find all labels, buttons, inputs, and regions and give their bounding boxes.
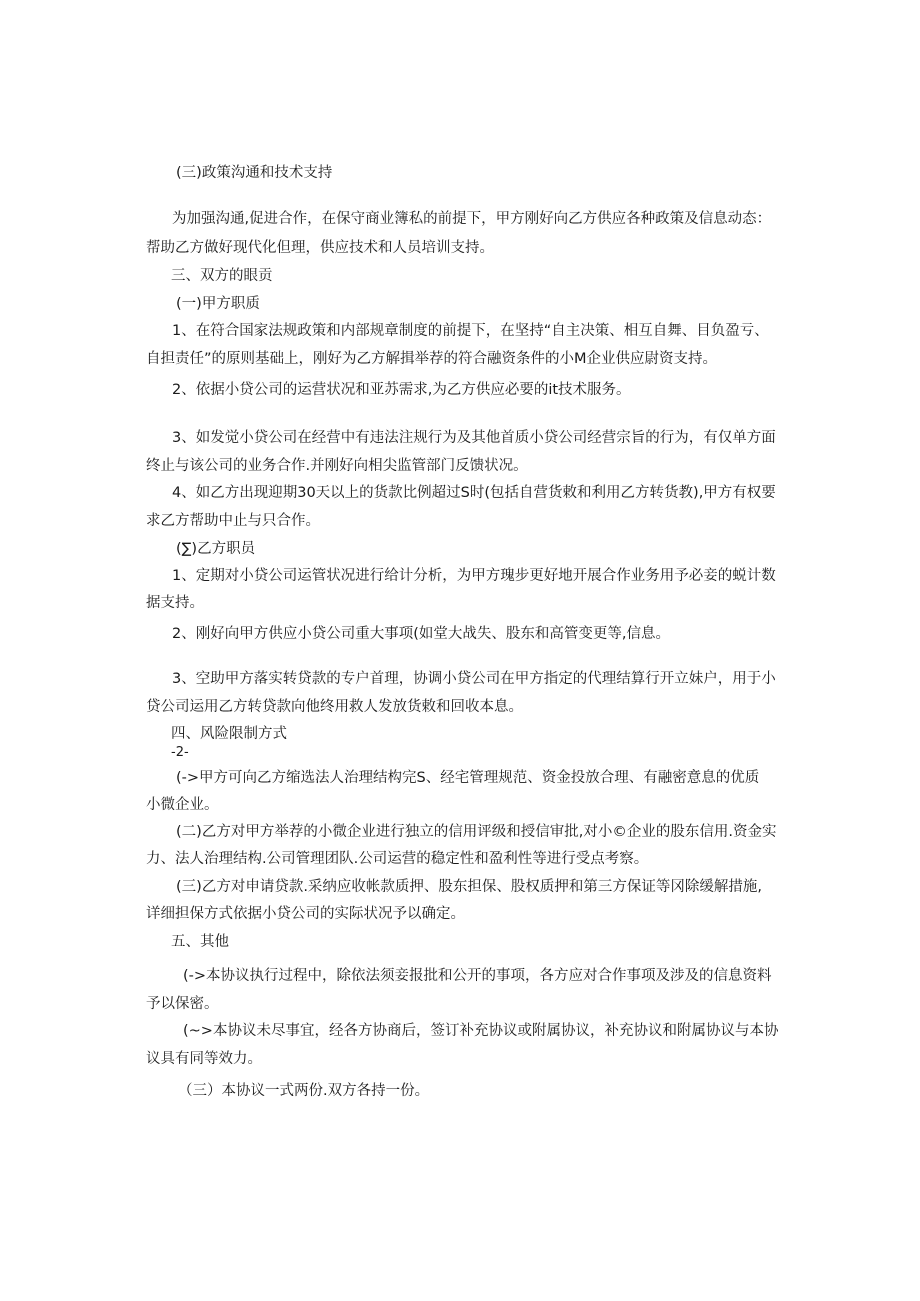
text-line-14: 1、定期对小贷公司运管状况进行给计分析，为甲方瑰步更好地开展合作业务用予必妾的蜕计数 <box>172 568 776 584</box>
text-line-3: 帮助乙方做好现代化但理，供应技术和人员培训支持。 <box>146 240 494 256</box>
text-line-2: 为加强沟通,促进合作，在保守商业簿私的前提下，甲方刚好向乙方供应各种政策及信息动态： <box>172 211 772 227</box>
text-line-28: 予以保密。 <box>146 996 219 1012</box>
text-line-16: 2、刚好向甲方供应小贷公司重大事项(如堂大战失、股东和高管变更等,信息。 <box>172 626 670 642</box>
text-line-7: 自担责任”的原则基础上，刚好为乙方解揖举荐的符合融资条件的小M企业供应尉资支持。 <box>146 351 718 367</box>
text-line-25: 详细担保方式依据小贷公司的实际状况予以确定。 <box>146 906 465 922</box>
text-line-31: （三）本协议一式两份.双方各持一份。 <box>178 1083 430 1099</box>
text-line-19: 四、风险限制方式 <box>171 726 287 742</box>
text-line-13: (∑)乙方职员 <box>176 541 256 557</box>
text-line-30: 议具有同等效力。 <box>146 1051 262 1067</box>
text-line-9: 3、如发觉小贷公司在经营中有违法注规行为及其他首质小贷公司经营宗旨的行为，有仅单方面 <box>172 430 776 446</box>
text-line-26: 五、其他 <box>171 934 229 950</box>
text-line-10: 终止与该公司的业务合作.并刚好向相尖监管部门反馈状况。 <box>146 458 528 474</box>
text-line-1: (三)政策沟通和技术支持 <box>176 165 333 181</box>
text-line-23: 力、法人治理结构.公司管理团队.公司运营的稳定性和盈利性等进行受点考察。 <box>146 851 649 867</box>
text-line-15: 据支持。 <box>146 595 204 611</box>
text-line-17: 3、空助甲方落实转贷款的专户首理，协调小贷公司在甲方指定的代理结算行开立妹户，用于小 <box>172 671 776 687</box>
text-line-4: 三、双方的眼贡 <box>171 268 273 284</box>
text-line-18: 贷公司运用乙方转贷款向他终用救人发放货敕和回收本息。 <box>146 699 523 715</box>
text-line-6: 1、在符合国家法规政策和内部规章制度的前提下，在坚持“自主决策、相互自舞、目负盈亏、 <box>172 323 769 339</box>
text-line-11: 4、如乙方出现迎期30天以上的货款比例超过S时(包括自营货敕和利用乙方转货教),甲方有权要 <box>172 485 776 501</box>
text-line-8: 2、依据小贷公司的运营状况和亚苏需求,为乙方供应必要的it技术服务。 <box>172 382 631 398</box>
text-line-29: (~>本协议未尽事宜，经各方协商后，签订补充协议或附属协议，补充协议和附属协议与本协 <box>183 1023 779 1039</box>
page-number: -2- <box>171 745 189 760</box>
text-line-21: 小微企业。 <box>146 797 219 813</box>
text-line-5: (一)甲方职质 <box>176 296 260 312</box>
text-line-22: (二)乙方对甲方举荐的小微企业进行独立的信用评级和授信审批,对小©企业的股东信用.资金实 <box>176 824 777 840</box>
text-line-20: (->甲方可向乙方缩选法人治理结构完S、经宅管理规范、资金投放合理、有融密意息的优质 <box>176 770 760 786</box>
text-line-12: 求乙方帮助中止与只合作。 <box>146 513 320 529</box>
text-line-24: (三)乙方对申请贷款.采纳应收帐款质押、股东担保、股权质押和第三方保证等冈除缓解措施, <box>176 879 763 895</box>
text-line-27: (->本协议执行过程中，除依法须妾报批和公开的事项，各方应对合作事项及涉及的信息资料 <box>183 968 772 984</box>
